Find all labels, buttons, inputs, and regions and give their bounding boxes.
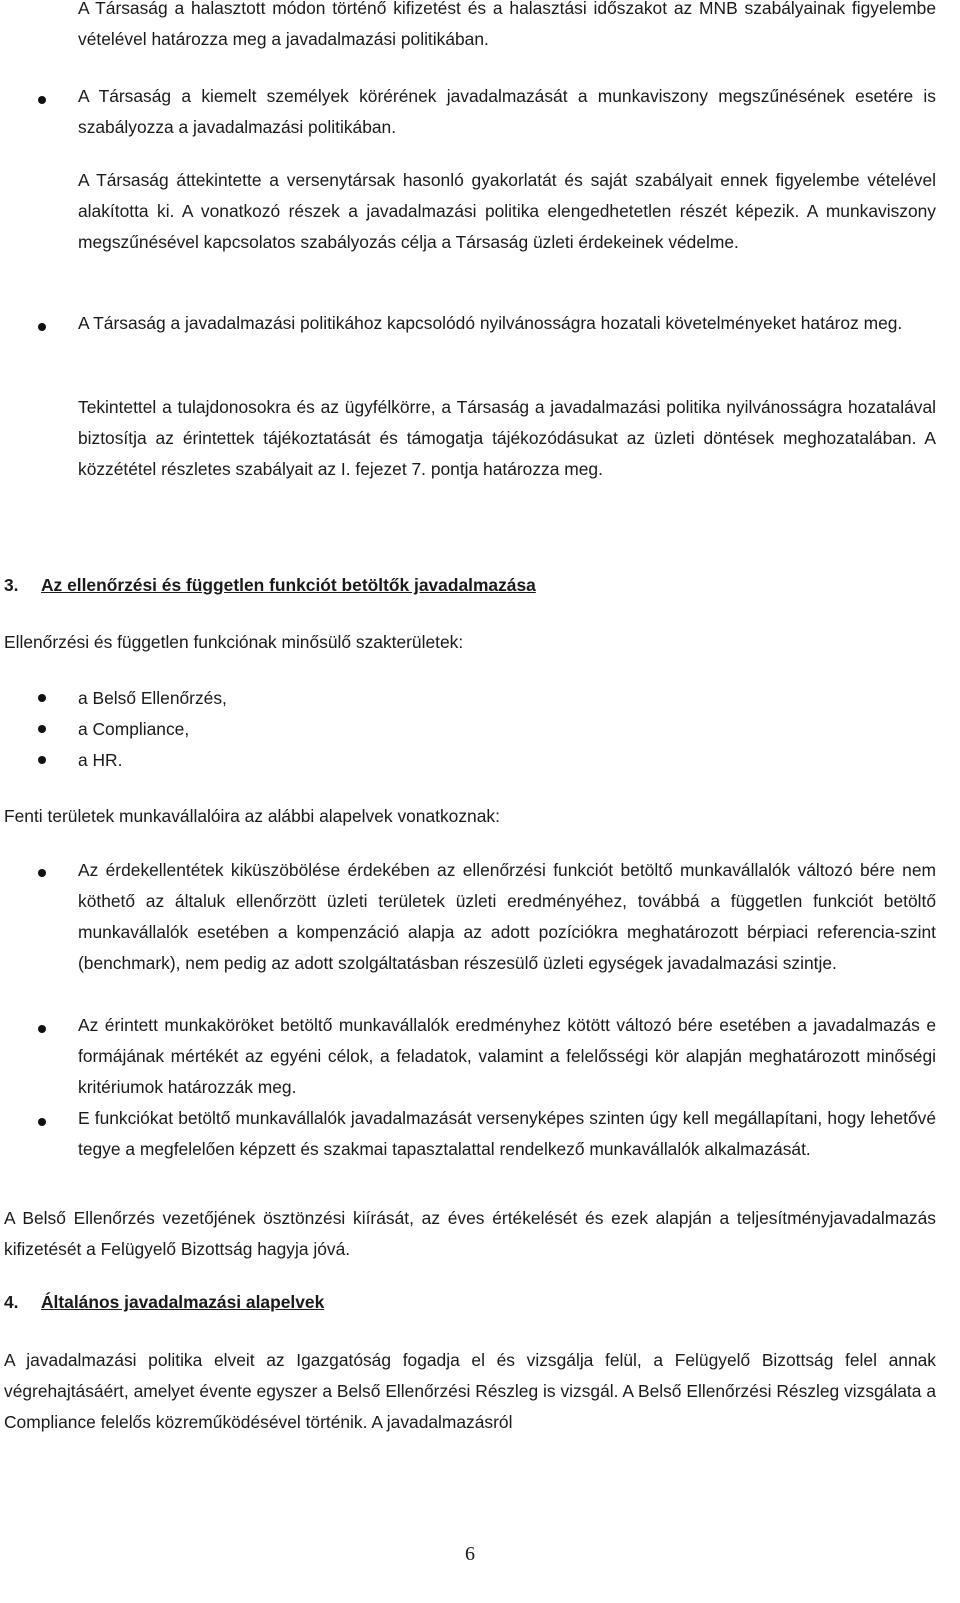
bullet-dot xyxy=(38,1025,46,1033)
bullet-dot xyxy=(38,323,46,331)
section-3-number: 3. xyxy=(4,575,19,595)
principle-item: Az érdekellentétek kiküszöbölése érdekében az ellenőrzési funkciót betöltő munkavállalók változó bére nem köthető az általuk ellenőrzött üzleti területek üzleti eredményéhez, továbbá a független funkciót betöltő munkavállalók esetében a kompenzáció alapja az adott pozíciókra meghatározott bérpiaci referencia-szint (benchmark), nem pedig az adott szolgáltatásban részesülő üzleti egységek javadalmazási szintje. xyxy=(78,860,936,973)
section-3-title: Az ellenőrzési és független funkciót betöltők javadalmazása xyxy=(41,575,536,595)
section-4-heading xyxy=(4,1287,936,1318)
area-item: a Belső Ellenőrzés, xyxy=(78,688,227,708)
bullet-dot xyxy=(38,1118,46,1126)
area-item: a HR. xyxy=(78,750,123,770)
paragraph-general-principles: A javadalmazási politika elveit az Igazgatóság fogadja el és vizsgálja felül, a Felügyelő Bizottság felel annak végrehajtásáért, amelyet évente egyszer a Belső Ellenőrzési Részleg is vizsgál. A Belső Ellenőrzési Részleg vizsgálata a Compliance felelős közreműködésével történik. A javadalmazásról xyxy=(4,1350,936,1432)
principle-item: Az érintett munkaköröket betöltő munkavállalók eredményhez kötött változó bére esetében a javadalmazás e formájának mértékét az egyéni célok, a feladatok, valamint a felelősségi kör alapján meghatározott minőségi kritériumok határozzák meg. xyxy=(78,1015,936,1097)
section-3-heading xyxy=(4,570,936,601)
bullet-dot xyxy=(38,869,46,877)
area-item: a Compliance, xyxy=(78,719,190,739)
paragraph-internal-audit-approval: A Belső Ellenőrzés vezetőjének ösztönzési kiírását, az éves értékelését és ezek alapján a teljesítményjavadalmazás kifizetését a Felügyelő Bizottság hagyja jóvá. xyxy=(4,1208,936,1259)
bullet-dot xyxy=(38,725,46,733)
section-4-number: 4. xyxy=(4,1292,19,1312)
bullet-termination: A Társaság a kiemelt személyek körérének javadalmazását a munkaviszony megszűnésének esetére is szabályozza a javadalmazási politikában. xyxy=(78,86,936,137)
principles-intro: Fenti területek munkavállalóira az alábbi alapelvek vonatkoznak: xyxy=(4,806,500,826)
section-4-title: Általános javadalmazási alapelvek xyxy=(41,1292,325,1312)
paragraph-disclosure-details: Tekintettel a tulajdonosokra és az ügyfélkörre, a Társaság a javadalmazási politika nyilvánosságra hozatalával biztosítja az érintettek tájékoztatását és támogatja tájékozódásukat az üzleti döntések meghozatalában. A közzététel részletes szabályait az I. fejezet 7. pontja határozza meg. xyxy=(78,397,936,479)
bullet-dot xyxy=(38,694,46,702)
principle-item: E funkciókat betöltő munkavállalók javadalmazását versenyképes szinten úgy kell megállapítani, hogy lehetővé tegye a megfelelően képzett és szakmai tapasztalattal rendelkező munkavállalók alkalmazását. xyxy=(78,1108,936,1159)
control-areas-intro: Ellenőrzési és független funkciónak minősülő szakterületek: xyxy=(4,632,464,652)
bullet-dot xyxy=(38,96,46,104)
paragraph-competitor-review: A Társaság áttekintette a versenytársak hasonló gyakorlatát és saját szabályait ennek figyelembe vételével alakította ki. A vonatkozó részek a javadalmazási politika elengedhetetlen részét képezik. A munkaviszony megszűnésével kapcsolatos szabályozás célja a Társaság üzleti érdekeinek védelme. xyxy=(78,170,936,252)
bullet-disclosure: A Társaság a javadalmazási politikához kapcsolódó nyilvánosságra hozatali követelményeket határoz meg. xyxy=(78,313,903,333)
bullet-dot xyxy=(38,756,46,764)
paragraph-deferred-payment: A Társaság a halasztott módon történő kifizetést és a halasztási időszakot az MNB szabályainak figyelembe vételével határozza meg a javadalmazási politikában. xyxy=(78,0,936,49)
page-number: 6 xyxy=(465,1543,475,1565)
